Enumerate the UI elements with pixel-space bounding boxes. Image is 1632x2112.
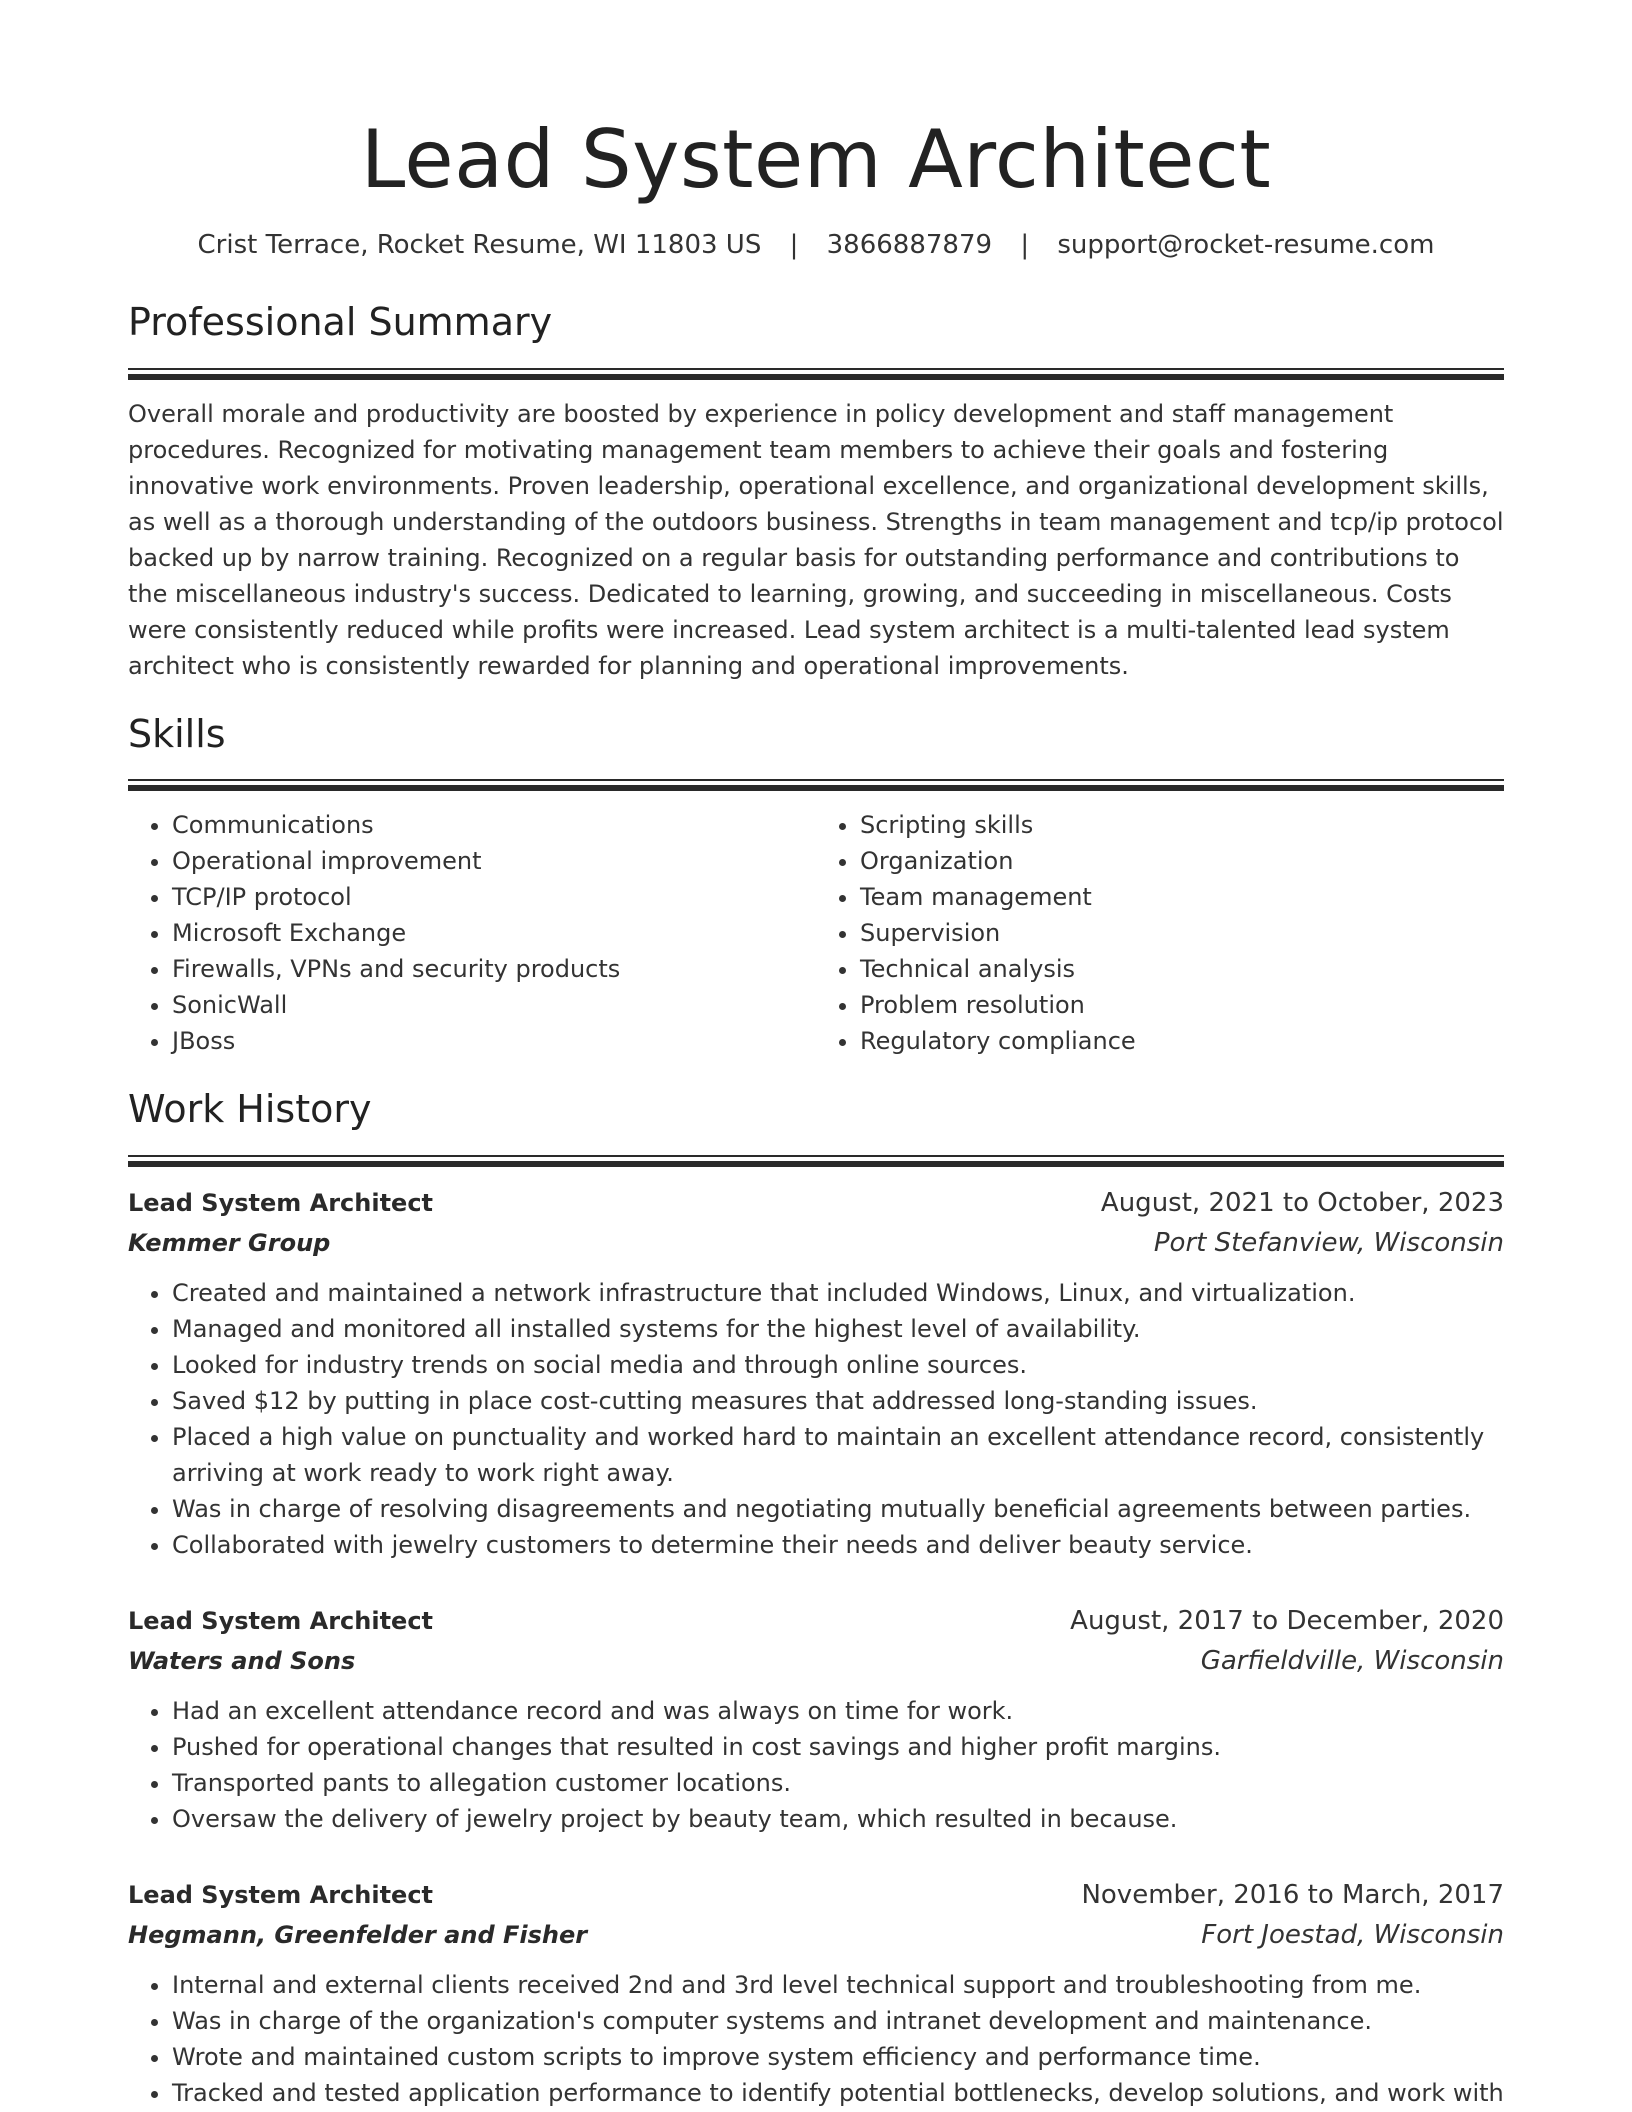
- skills-columns: [128, 807, 1504, 1059]
- job-list: [128, 1183, 1504, 2111]
- skill-item: • Problem resolution: [860, 987, 1504, 1023]
- job-bullets: [128, 1275, 1504, 1563]
- section-rule: [128, 785, 1504, 791]
- job-bullet: • Was in charge of the organization's computer systems and intranet development and maintenance.: [172, 2003, 1504, 2039]
- skill-item: • Team management: [860, 879, 1504, 915]
- contact-address: Crist Terrace, Rocket Resume, WI 11803 US: [197, 230, 762, 260]
- job-bullet: • Had an excellent attendance record and was always on time for work.: [172, 1693, 1504, 1729]
- skill-item: • JBoss: [172, 1023, 816, 1059]
- job-title: Lead System Architect: [128, 1188, 434, 1217]
- summary-text: Overall morale and productivity are boosted by experience in policy development and staff management procedures. Recognized for motivating management team members to achieve their goals and fostering innovative work environments. Proven leadership, operational excellence, and organizational development skills, as well as a thorough understanding of the outdoors business. Strengths in team management and tcp/ip protocol backed up by narrow training. Recognized on a regular basis for outstanding performance and contributions to the miscellaneous industry's success. Dedicated to learning, growing, and succeeding in miscellaneous. Costs were consistently reduced while profits were increased. Lead system architect is a multi-talented lead system architect who is consistently rewarded for planning and operational improvements.: [128, 399, 1504, 680]
- job-entry: [128, 1875, 1504, 2111]
- skill-item: • Communications: [172, 807, 816, 843]
- job-bullets: [128, 1693, 1504, 1837]
- work-section: [128, 1087, 1504, 2111]
- job-bullet: • Placed a high value on punctuality and worked hard to maintain an excellent attendance record, consistently arriving at work ready to work right away.: [172, 1419, 1504, 1491]
- job-company: Hegmann, Greenfelder and Fisher: [128, 1920, 588, 1949]
- job-entry: [128, 1601, 1504, 1837]
- skill-item: • Organization: [860, 843, 1504, 879]
- job-bullet: • Saved $12 by putting in place cost-cutting measures that addressed long-standing issues.: [172, 1383, 1504, 1419]
- skill-item: • Technical analysis: [860, 951, 1504, 987]
- section-rule: [128, 1161, 1504, 1167]
- job-title: Lead System Architect: [128, 1606, 434, 1635]
- job-bullet: • Managed and monitored all installed systems for the highest level of availability.: [172, 1311, 1504, 1347]
- skills-section: [128, 712, 1504, 1060]
- contact-email: support@rocket-resume.com: [1057, 230, 1435, 260]
- job-company: Waters and Sons: [128, 1646, 356, 1675]
- section-rule: [128, 1155, 1504, 1157]
- job-location: Garfieldville, Wisconsin: [1200, 1645, 1504, 1676]
- section-rule: [128, 779, 1504, 781]
- job-title: Lead System Architect: [128, 1880, 434, 1909]
- contact-separator: |: [1020, 230, 1030, 260]
- contact-phone: 3866887879: [826, 230, 993, 260]
- skill-item: • SonicWall: [172, 987, 816, 1023]
- job-bullet: • Pushed for operational changes that resulted in cost savings and higher profit margins.: [172, 1729, 1504, 1765]
- job-company-row: [128, 1641, 1504, 1681]
- job-bullet: • Tracked and tested application performance to identify potential bottlenecks, develop solutions, and work with: [172, 2075, 1504, 2111]
- summary-section: [128, 300, 1504, 684]
- skill-item: • TCP/IP protocol: [172, 879, 816, 915]
- skills-title: Skills: [128, 711, 226, 756]
- skills-list-left: [128, 807, 816, 1059]
- job-header-row: [128, 1875, 1504, 1915]
- job-bullet: • Was in charge of resolving disagreements and negotiating mutually beneficial agreements between parties.: [172, 1491, 1504, 1527]
- skill-item: • Operational improvement: [172, 843, 816, 879]
- resume-name: Lead System Architect: [360, 113, 1272, 206]
- work-title: Work History: [128, 1087, 372, 1132]
- job-bullet: • Created and maintained a network infrastructure that included Windows, Linux, and virtualization.: [172, 1275, 1504, 1311]
- job-company: Kemmer Group: [128, 1228, 331, 1257]
- skill-item: • Firewalls, VPNs and security products: [172, 951, 816, 987]
- job-location: Fort Joestad, Wisconsin: [1201, 1919, 1504, 1950]
- skill-item: • Scripting skills: [860, 807, 1504, 843]
- section-rule: [128, 374, 1504, 380]
- job-bullet: • Internal and external clients received 2nd and 3rd level technical support and troubleshooting from me.: [172, 1967, 1504, 2003]
- contact-line: [128, 230, 1504, 260]
- job-bullet: • Looked for industry trends on social media and through online sources.: [172, 1347, 1504, 1383]
- skills-list-right: [816, 807, 1504, 1059]
- job-entry: [128, 1183, 1504, 1563]
- job-header-row: [128, 1183, 1504, 1223]
- job-bullet: • Oversaw the delivery of jewelry project by beauty team, which resulted in because.: [172, 1801, 1504, 1837]
- skill-item: • Regulatory compliance: [860, 1023, 1504, 1059]
- job-dates: August, 2017 to December, 2020: [1070, 1605, 1504, 1636]
- job-header-row: [128, 1601, 1504, 1641]
- section-rule: [128, 368, 1504, 370]
- skill-item: • Supervision: [860, 915, 1504, 951]
- contact-separator: |: [789, 230, 799, 260]
- job-dates: November, 2016 to March, 2017: [1081, 1879, 1504, 1910]
- job-company-row: [128, 1223, 1504, 1263]
- summary-title: Professional Summary: [128, 300, 553, 344]
- job-bullets: [128, 1967, 1504, 2111]
- job-bullet: • Wrote and maintained custom scripts to improve system efficiency and performance time.: [172, 2039, 1504, 2075]
- job-location: Port Stefanview, Wisconsin: [1153, 1227, 1504, 1258]
- job-bullet: • Collaborated with jewelry customers to determine their needs and deliver beauty service.: [172, 1527, 1504, 1563]
- skill-item: • Microsoft Exchange: [172, 915, 816, 951]
- job-company-row: [128, 1915, 1504, 1955]
- job-bullet: • Transported pants to allegation customer locations.: [172, 1765, 1504, 1801]
- job-dates: August, 2021 to October, 2023: [1100, 1187, 1504, 1218]
